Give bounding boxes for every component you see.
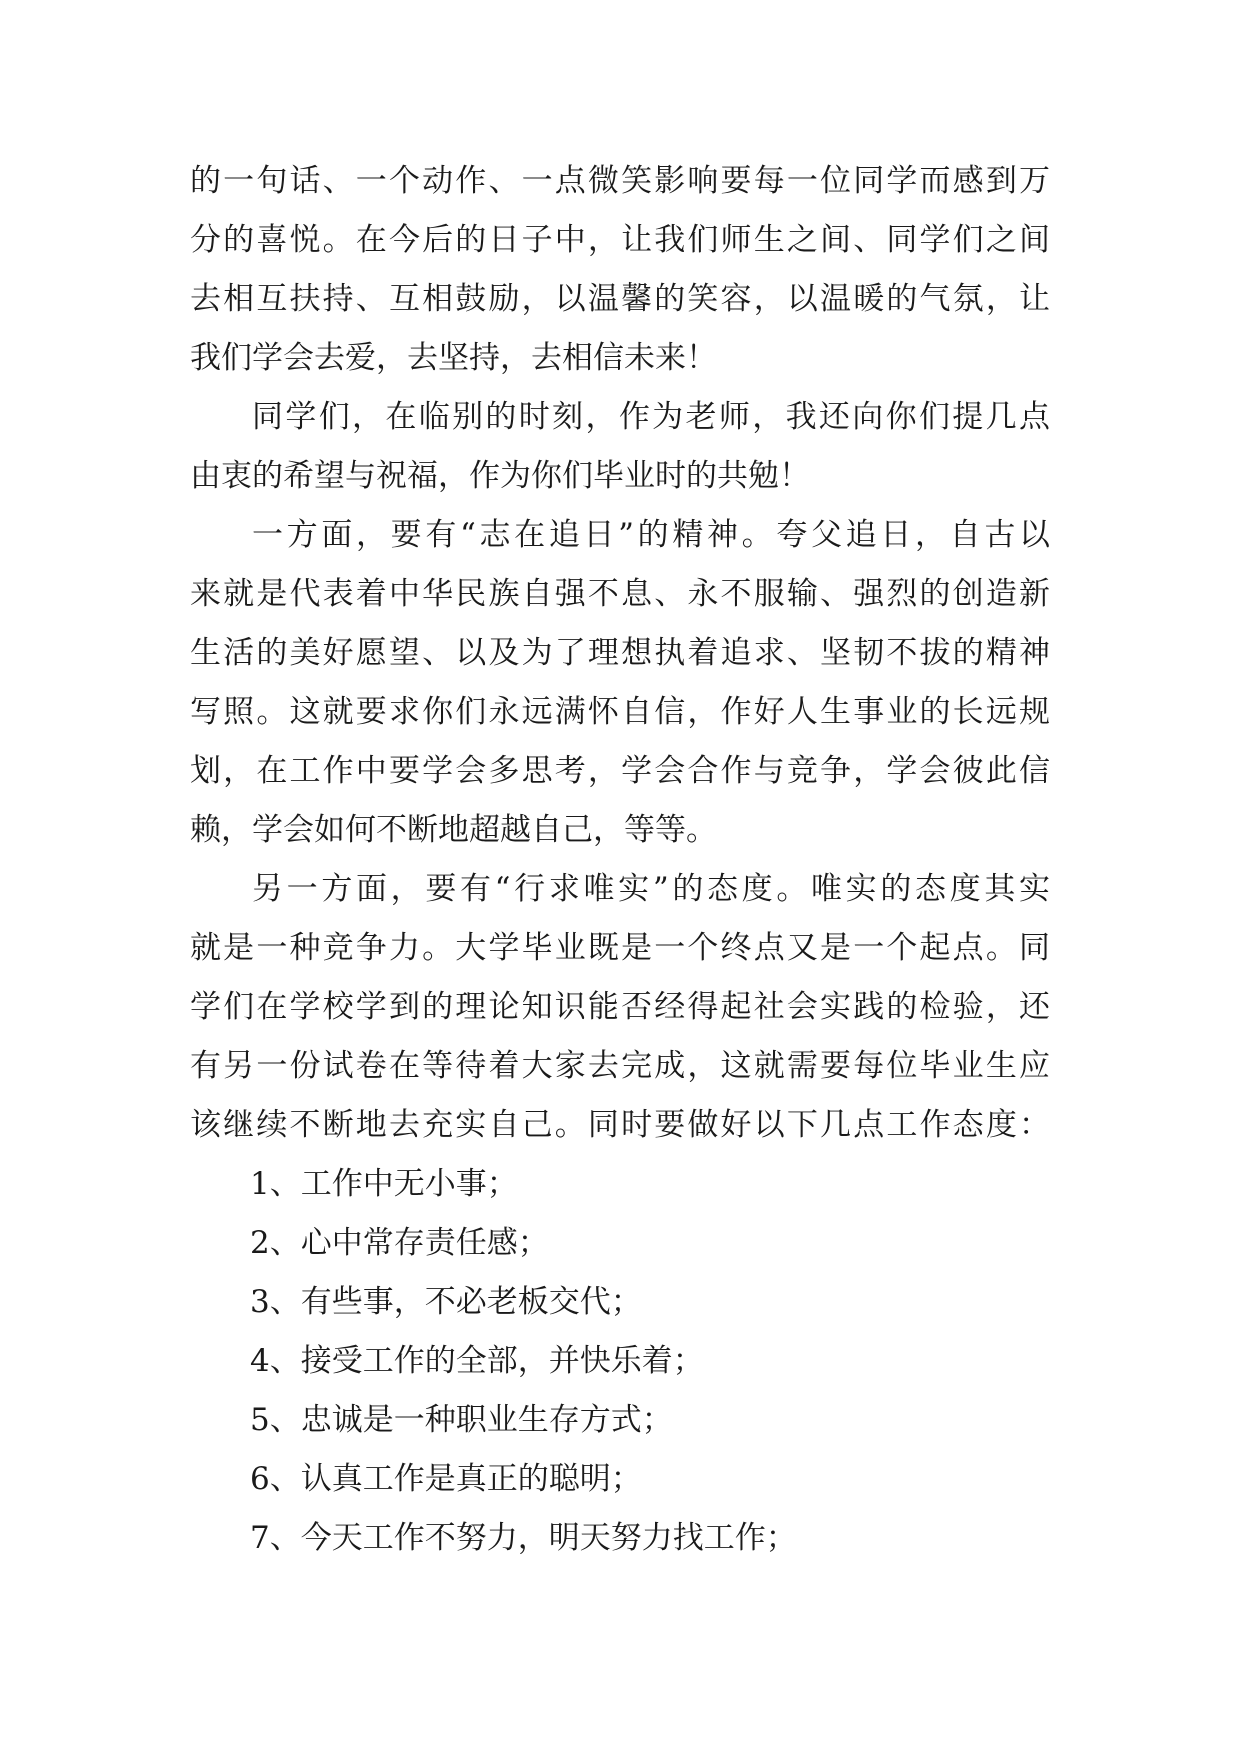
list-item: 2、心中常存责任感； bbox=[250, 1225, 549, 1261]
text-line: 去相互扶持、互相鼓励，以温馨的笑容，以温暖的气氛，让 bbox=[190, 281, 1050, 317]
text-line: 赖，学会如何不断地超越自己，等等。 bbox=[190, 812, 717, 848]
text-line: 由衷的希望与祝福，作为你们毕业时的共勉！ bbox=[190, 458, 810, 494]
list-item: 5、忠诚是一种职业生存方式； bbox=[250, 1402, 673, 1438]
text-line: 就是一种竞争力。大学毕业既是一个终点又是一个起点。同 bbox=[190, 930, 1050, 966]
text-line: 来就是代表着中华民族自强不息、永不服输、强烈的创造新 bbox=[190, 576, 1050, 612]
text-line: 划，在工作中要学会多思考，学会合作与竞争，学会彼此信 bbox=[190, 753, 1050, 789]
list-item: 7、今天工作不努力，明天努力找工作； bbox=[250, 1520, 797, 1556]
document-body bbox=[190, 152, 1050, 1568]
text-line: 分的喜悦。在今后的日子中，让我们师生之间、同学们之间 bbox=[190, 222, 1050, 258]
list-item: 4、接受工作的全部，并快乐着； bbox=[250, 1343, 704, 1379]
text-line: 生活的美好愿望、以及为了理想执着追求、坚韧不拔的精神 bbox=[190, 635, 1050, 671]
text-line: 一方面，要有“志在追日”的精神。夸父追日，自古以 bbox=[252, 517, 1050, 553]
text-line: 该继续不断地去充实自己。同时要做好以下几点工作态度： bbox=[190, 1107, 1050, 1143]
text-line: 同学们，在临别的时刻，作为老师，我还向你们提几点 bbox=[252, 399, 1050, 435]
list-item: 6、认真工作是真正的聪明； bbox=[250, 1461, 642, 1497]
list-item: 1、工作中无小事； bbox=[250, 1166, 518, 1202]
text-line: 另一方面，要有“行求唯实”的态度。唯实的态度其实 bbox=[252, 871, 1050, 907]
text-line: 的一句话、一个动作、一点微笑影响要每一位同学而感到万 bbox=[190, 163, 1050, 199]
list-item: 3、有些事，不必老板交代； bbox=[250, 1284, 642, 1320]
text-line: 写照。这就要求你们永远满怀自信，作好人生事业的长远规 bbox=[190, 694, 1050, 730]
text-line: 学们在学校学到的理论知识能否经得起社会实践的检验，还 bbox=[190, 989, 1050, 1025]
text-line: 我们学会去爱，去坚持，去相信未来！ bbox=[190, 340, 717, 376]
text-line: 有另一份试卷在等待着大家去完成，这就需要每位毕业生应 bbox=[190, 1048, 1050, 1084]
